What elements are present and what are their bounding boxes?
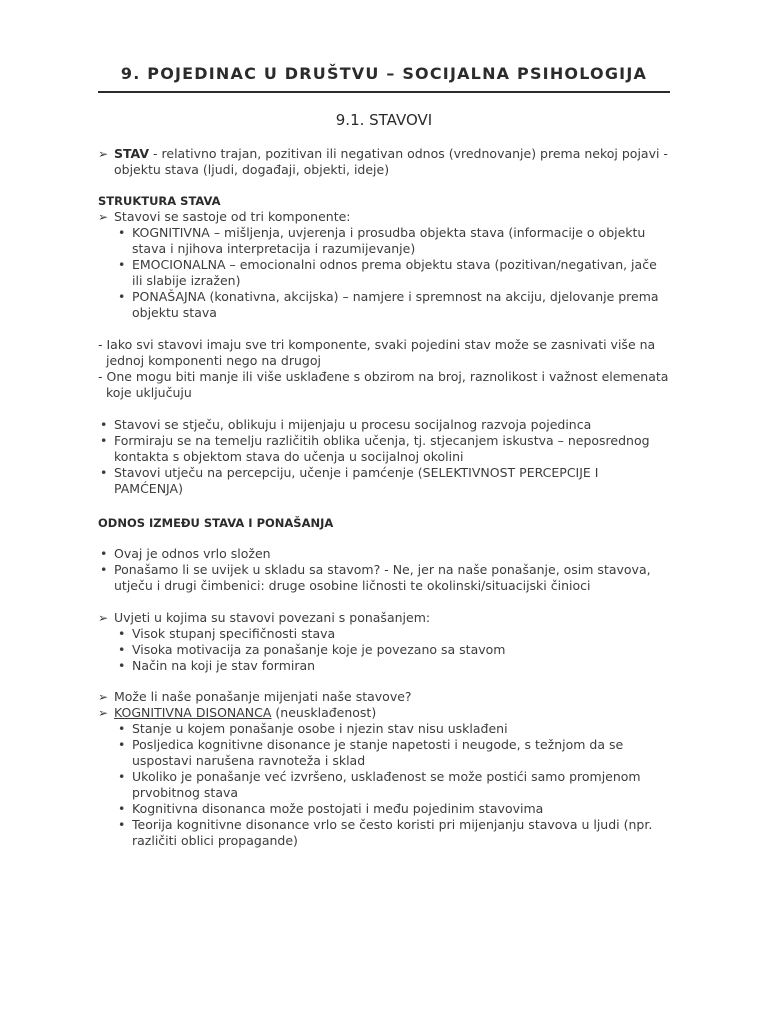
struktura-list	[98, 225, 670, 321]
stav-facts-list	[98, 417, 670, 497]
bullet-icon: •	[100, 562, 108, 577]
list-item: • Visoka motivacija za ponašanje koje je povezano sa stavom	[118, 642, 506, 657]
disonanca-question: Može li naše ponašanje mijenjati naše stavove?	[114, 689, 412, 704]
uvjeti-intro: Uvjeti u kojima su stavovi povezani s ponašanjem:	[114, 610, 431, 625]
list-item: • Stavovi se stječu, oblikuju i mijenjaju u procesu socijalnog razvoja pojedinca	[100, 417, 592, 432]
section-title: 9.1. STAVOVI	[335, 111, 433, 129]
stav-definition	[98, 146, 670, 178]
uvjeti-section	[98, 610, 670, 674]
list-item: • Način na koji je stav formiran	[118, 658, 316, 673]
bullet-icon: •	[118, 737, 126, 752]
struktura-section	[98, 193, 670, 321]
disonanca-term: KOGNITIVNA DISONANCA	[114, 705, 272, 720]
list-item: • Formiraju se na temelju različitih oblika učenja, tj. stjecanjem iskustva – neposrednog kontakta s objektom stava do učenja u socijalnoj okolini	[100, 433, 650, 464]
dash-notes	[98, 337, 670, 401]
bullet-icon: •	[118, 626, 126, 641]
list-item: • Visok stupanj specifičnosti stava	[118, 626, 336, 641]
uvjeti-list	[98, 626, 670, 674]
arrow-bullet-icon: ➢	[98, 706, 109, 720]
bullet-icon: •	[118, 658, 126, 673]
odnos-heading: ODNOS IZMEĐU STAVA I PONAŠANJA	[98, 516, 334, 530]
bullet-icon: •	[118, 257, 126, 272]
list-item: • EMOCIONALNA – emocionalni odnos prema objektu stava (pozitivan/negativan, jače ili slabije izražen)	[118, 257, 657, 288]
disonanca-section	[98, 689, 670, 849]
arrow-bullet-icon: ➢	[98, 210, 109, 224]
bullet-icon: •	[118, 801, 126, 816]
list-item: • Stanje u kojem ponašanje osobe i njezin stav nisu usklađeni	[118, 721, 508, 736]
list-item: • Kognitivna disonanca može postojati i među pojedinim stavovima	[118, 801, 544, 816]
stav-definition-text: - relativno trajan, pozitivan ili negativan odnos (vrednovanje) prema nekoj pojavi - objektu stava (ljudi, događaji, objekti, ideje)	[114, 146, 668, 177]
dash-note: - One mogu biti manje ili više usklađene s obzirom na broj, raznolikost i važnost elemenata koje uključuju	[98, 369, 669, 400]
bullet-icon: •	[100, 546, 108, 561]
list-item: • Ponašamo li se uvijek u skladu sa stavom? - Ne, jer na naše ponašanje, osim stavova, utječu i drugi čimbenici: druge osobine ličnosti te okolinski/situacijski činioci	[100, 562, 651, 593]
list-item: • PONAŠAJNA (konativna, akcijska) – namjere i spremnost na akciju, djelovanje prema objektu stava	[118, 289, 659, 320]
list-item: • Ovaj je odnos vrlo složen	[100, 546, 271, 561]
list-item: • Stavovi utječu na percepciju, učenje i pamćenje (SELEKTIVNOST PERCEPCIJE I PAMĆENJA)	[100, 465, 599, 496]
title-divider	[98, 91, 670, 93]
struktura-heading: STRUKTURA STAVA	[98, 194, 221, 208]
list-item: • Teorija kognitivne disonance vrlo se često koristi pri mijenjanju stavova u ljudi (npr. različiti oblici propagande)	[118, 817, 653, 848]
stav-term: STAV	[114, 146, 150, 161]
bullet-icon: •	[100, 465, 108, 480]
bullet-icon: •	[118, 225, 126, 240]
list-item: • KOGNITIVNA – mišljenja, uvjerenja i prosudba objekta stava (informacije o objektu stava i njihova interpretacija i razumijevanje)	[118, 225, 646, 256]
bullet-icon: •	[118, 721, 126, 736]
struktura-intro: Stavovi se sastoje od tri komponente:	[114, 209, 351, 224]
bullet-icon: •	[118, 817, 126, 832]
odnos-list	[98, 546, 670, 594]
bullet-icon: •	[100, 417, 108, 432]
disonanca-term-suffix: (neusklađenost)	[271, 705, 377, 720]
page-title: 9. POJEDINAC U DRUŠTVU – SOCIJALNA PSIHOLOGIJA	[120, 64, 648, 83]
list-item: • Posljedica kognitivne disonance je stanje napetosti i neugode, s težnjom da se uspostavi narušena ravnoteža i sklad	[118, 737, 624, 768]
arrow-bullet-icon: ➢	[98, 147, 109, 161]
bullet-icon: •	[118, 289, 126, 304]
arrow-bullet-icon: ➢	[98, 690, 109, 704]
dash-note: - Iako svi stavovi imaju sve tri komponente, svaki pojedini stav može se zasnivati više na jednoj komponenti nego na drugoj	[98, 337, 656, 368]
bullet-icon: •	[118, 642, 126, 657]
bullet-icon: •	[118, 769, 126, 784]
arrow-bullet-icon: ➢	[98, 611, 109, 625]
bullet-icon: •	[100, 433, 108, 448]
list-item: • Ukoliko je ponašanje već izvršeno, usklađenost se može postići samo promjenom prvobitnog stava	[118, 769, 641, 800]
disonanca-list	[98, 721, 670, 849]
